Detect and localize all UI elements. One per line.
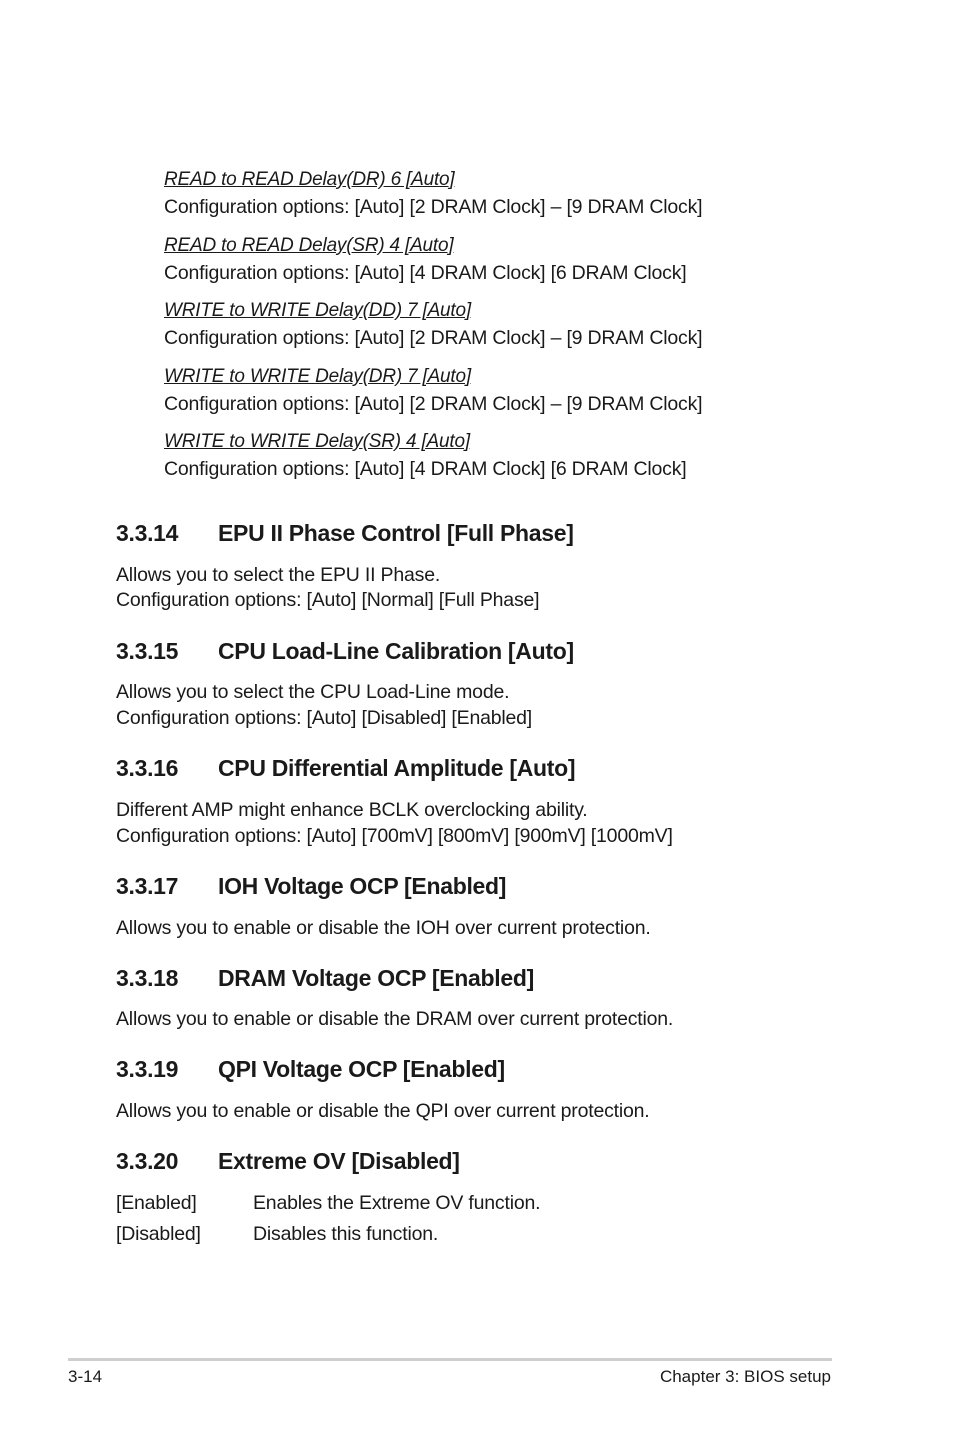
section-text: Configuration options: [Auto] [700mV] [800mV] [900mV] [1000mV] — [116, 825, 673, 847]
section-number: 3.3.16 — [116, 755, 179, 781]
section-text: Configuration options: [Auto] [Normal] [Full Phase] — [116, 589, 540, 611]
section-heading — [116, 637, 574, 665]
section-number: 3.3.17 — [116, 873, 179, 899]
subsection-title: WRITE to WRITE Delay(DR) 7 [Auto] — [164, 366, 471, 387]
subsection-options: Configuration options: [Auto] [4 DRAM Clock] [6 DRAM Clock] — [164, 262, 687, 284]
section-heading — [116, 754, 575, 782]
section-number: 3.3.18 — [116, 965, 179, 991]
option-description: Enables the Extreme OV function. — [253, 1192, 541, 1214]
option-row — [116, 1190, 540, 1216]
subsection-title: WRITE to WRITE Delay(SR) 4 [Auto] — [164, 431, 470, 452]
section-heading — [116, 1055, 505, 1083]
option-row — [116, 1221, 438, 1247]
section-text: Allows you to enable or disable the QPI over current protection. — [116, 1100, 650, 1122]
section-text: Allows you to select the CPU Load-Line mode. — [116, 681, 510, 703]
option-key: [Enabled] — [116, 1192, 197, 1214]
subsection-options: Configuration options: [Auto] [4 DRAM Clock] [6 DRAM Clock] — [164, 458, 687, 480]
subsection-title: READ to READ Delay(DR) 6 [Auto] — [164, 169, 455, 190]
option-description: Disables this function. — [253, 1223, 439, 1245]
section-title: IOH Voltage OCP [Enabled] — [218, 873, 507, 899]
section-text: Allows you to select the EPU II Phase. — [116, 564, 441, 586]
section-number: 3.3.14 — [116, 520, 179, 546]
section-title: Extreme OV [Disabled] — [218, 1148, 460, 1174]
section-heading — [116, 964, 534, 992]
section-heading — [116, 519, 574, 547]
subsection-options: Configuration options: [Auto] [2 DRAM Clock] – [9 DRAM Clock] — [164, 327, 703, 349]
section-number: 3.3.15 — [116, 638, 179, 664]
section-heading — [116, 1147, 460, 1175]
subsection-options: Configuration options: [Auto] [2 DRAM Clock] – [9 DRAM Clock] — [164, 196, 703, 218]
section-number: 3.3.20 — [116, 1148, 179, 1174]
page-number: 3-14 — [68, 1367, 103, 1386]
subsection-options: Configuration options: [Auto] [2 DRAM Clock] – [9 DRAM Clock] — [164, 393, 703, 415]
section-title: EPU II Phase Control [Full Phase] — [218, 520, 574, 546]
section-title: DRAM Voltage OCP [Enabled] — [218, 965, 534, 991]
section-title: CPU Differential Amplitude [Auto] — [218, 755, 576, 781]
subsection-title: READ to READ Delay(SR) 4 [Auto] — [164, 235, 454, 256]
option-key: [Disabled] — [116, 1223, 201, 1245]
section-title: QPI Voltage OCP [Enabled] — [218, 1056, 505, 1082]
section-title: CPU Load-Line Calibration [Auto] — [218, 638, 574, 664]
subsection-title: WRITE to WRITE Delay(DD) 7 [Auto] — [164, 300, 471, 321]
chapter-label: Chapter 3: BIOS setup — [659, 1367, 831, 1386]
section-number: 3.3.19 — [116, 1056, 179, 1082]
section-text: Configuration options: [Auto] [Disabled] [Enabled] — [116, 707, 533, 729]
section-text: Different AMP might enhance BCLK overclocking ability. — [116, 799, 588, 821]
footer-divider — [68, 1358, 832, 1361]
section-heading — [116, 872, 506, 900]
section-text: Allows you to enable or disable the IOH over current protection. — [116, 917, 651, 939]
section-text: Allows you to enable or disable the DRAM over current protection. — [116, 1008, 674, 1030]
